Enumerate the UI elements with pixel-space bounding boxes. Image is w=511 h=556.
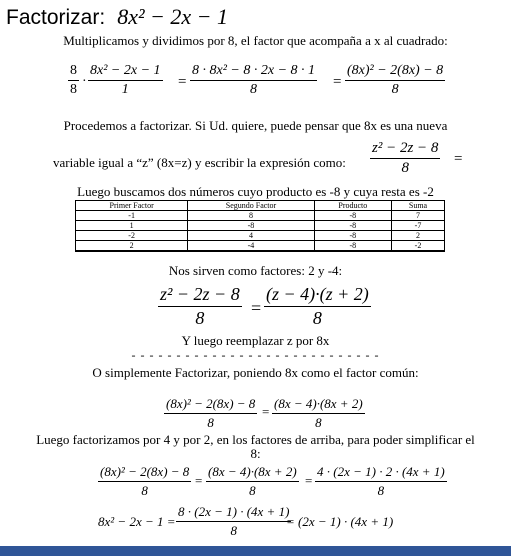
table-cell: -8 [314, 241, 391, 252]
table-cell: -4 [188, 241, 314, 252]
separator-dashes: - - - - - - - - - - - - - - - - - - - - - - - - - - - - [131, 348, 380, 362]
z-fraction: z² − 2z − 8 8 [372, 140, 439, 176]
table-header: Producto [314, 201, 391, 211]
eq3-equals: = [262, 404, 270, 419]
eq1-equals-1: = [178, 74, 187, 90]
table-cell: 8 [188, 211, 314, 221]
table-cell: 2 [391, 231, 444, 241]
eq3-fraction-1: (8x)² − 2(8x) − 8 8 [166, 396, 256, 430]
table-cell: 7 [391, 211, 444, 221]
text-line-5: Nos sirven como factores: 2 y -4: [168, 263, 343, 278]
text-line-2: Procedemos a factorizar. Si Ud. quiere, puede pensar que 8x es una nueva [63, 118, 448, 133]
text-line-7: O simplemente Factorizar, poniendo 8x como el factor común: [92, 365, 419, 380]
table-cell: 4 [188, 231, 314, 241]
table-cell: -8 [314, 211, 391, 221]
table-cell: -2 [391, 241, 444, 252]
footer-bar [0, 546, 511, 556]
eq4-equals-1: = [195, 473, 203, 488]
table-header-row [76, 201, 445, 211]
table-cell: -8 [188, 221, 314, 231]
eq4-fraction-1: (8x)² − 2(8x) − 8 8 [100, 464, 190, 498]
title-expression: 8x² − 2x − 1 [117, 4, 229, 29]
table-header: Segundo Factor [188, 201, 314, 211]
eq1-dot: · [82, 74, 87, 89]
eq2-fraction-1: z² − 2z − 8 8 [160, 284, 240, 328]
eq2-fraction-2: (z − 4)·(z + 2) 8 [266, 284, 369, 328]
page-title [6, 4, 228, 30]
text-line-3: variable igual a “z” (8x=z) y escribir la expresión como: [53, 155, 346, 170]
title-word: Factorizar: [6, 6, 106, 29]
eq4-fraction-3: 4 · (2x − 1) · 2 · (4x + 1) 8 [317, 464, 445, 498]
text-line-6: Y luego reemplazar z por 8x [181, 333, 330, 348]
table-cell: -1 [76, 211, 188, 221]
eq5-rhs: = (2x − 1) · (4x + 1) [286, 514, 394, 529]
text-line-4: Luego buscamos dos números cuyo producto es -8 y cuya resta es -2 [77, 184, 434, 199]
eq1-fraction-1: 8 8 [70, 63, 77, 97]
eq4-equals-2: = [305, 473, 313, 488]
table-cell: 2 [76, 241, 188, 252]
text-line-1: Multiplicamos y dividimos por 8, el factor que acompaña a x al cuadrado: [63, 33, 448, 48]
eq2-equals: = [251, 298, 262, 318]
factors-table [75, 200, 445, 252]
eq5-lhs: 8x² − 2x − 1 = [98, 514, 176, 529]
table-row [76, 241, 445, 252]
table-cell: 1 [76, 221, 188, 231]
eq1-fraction-4: (8x)² − 2(8x) − 8 8 [347, 63, 444, 97]
table-header: Suma [391, 201, 444, 211]
eq1-equals-2: = [333, 74, 342, 90]
table-row [76, 231, 445, 241]
text-line-8-cont: 8: [250, 446, 261, 461]
table-cell: -7 [391, 221, 444, 231]
table-cell: -8 [314, 231, 391, 241]
eq1-fraction-3: 8 · 8x² − 8 · 2x − 8 · 1 8 [192, 63, 316, 97]
eq3-fraction-2: (8x − 4)·(8x + 2) 8 [274, 396, 363, 430]
eq1-fraction-2: 8x² − 2x − 1 1 [90, 63, 161, 97]
eq4-fraction-2: (8x − 4)·(8x + 2) 8 [208, 464, 297, 498]
table-header: Primer Factor [76, 201, 188, 211]
eq5-fraction: 8 · (2x − 1) · (4x + 1) 8 [178, 504, 290, 538]
table-row [76, 211, 445, 221]
table-cell: -8 [314, 221, 391, 231]
text-line-8: Luego factorizamos por 4 y por 2, en los factores de arriba, para poder simplificar el [36, 432, 475, 447]
table-cell: -2 [76, 231, 188, 241]
table-row [76, 221, 445, 231]
z-equals: = [454, 151, 463, 167]
